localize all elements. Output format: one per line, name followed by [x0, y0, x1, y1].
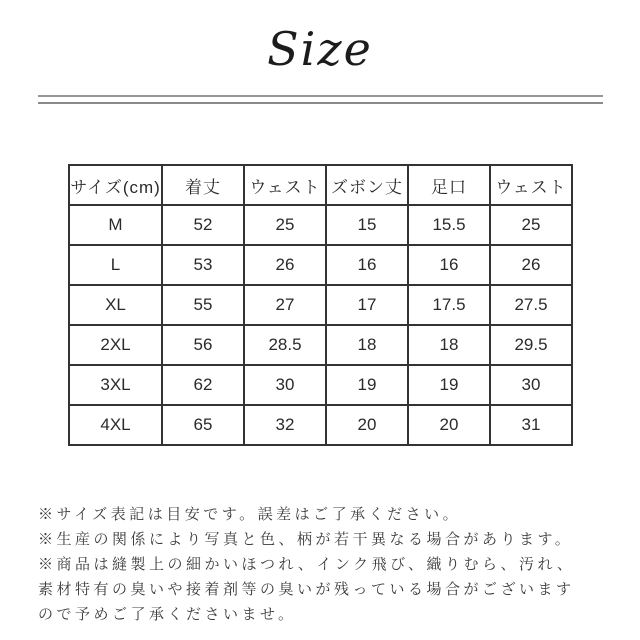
disclaimer-notes	[38, 502, 610, 627]
cell-value: 27	[244, 285, 326, 325]
table-row	[69, 205, 572, 245]
page-title: Size	[267, 22, 373, 76]
cell-value: 32	[244, 405, 326, 445]
cell-value: 20	[408, 405, 490, 445]
size-label: 4XL	[69, 405, 162, 445]
cell-value: 29.5	[490, 325, 572, 365]
table-row	[69, 325, 572, 365]
table-row	[69, 365, 572, 405]
cell-value: 17	[326, 285, 408, 325]
size-label: XL	[69, 285, 162, 325]
cell-value: 26	[490, 245, 572, 285]
cell-value: 52	[162, 205, 244, 245]
cell-value: 17.5	[408, 285, 490, 325]
cell-value: 16	[408, 245, 490, 285]
cell-value: 31	[490, 405, 572, 445]
note-line: 素材特有の臭いや接着剤等の臭いが残っている場合がございます	[38, 581, 575, 598]
cell-value: 53	[162, 245, 244, 285]
divider-line-bottom	[38, 102, 603, 104]
cell-value: 62	[162, 365, 244, 405]
cell-value: 30	[490, 365, 572, 405]
cell-value: 27.5	[490, 285, 572, 325]
cell-value: 15	[326, 205, 408, 245]
column-header-size: サイズ(cm)	[69, 165, 162, 205]
cell-value: 56	[162, 325, 244, 365]
note-line: ※生産の関係により写真と色、柄が若干異なる場合があります。	[38, 531, 574, 548]
cell-value: 65	[162, 405, 244, 445]
cell-value: 25	[244, 205, 326, 245]
column-header-length: 着丈	[162, 165, 244, 205]
cell-value: 28.5	[244, 325, 326, 365]
size-label: L	[69, 245, 162, 285]
cell-value: 26	[244, 245, 326, 285]
cell-value: 25	[490, 205, 572, 245]
cell-value: 15.5	[408, 205, 490, 245]
cell-value: 19	[326, 365, 408, 405]
note-line: ※商品は縫製上の細かいほつれ、インク飛び、織りむら、汚れ、	[38, 556, 576, 573]
column-header-pants-length: ズボン丈	[326, 165, 408, 205]
divider-line-top	[38, 95, 603, 97]
cell-value: 16	[326, 245, 408, 285]
size-label: M	[69, 205, 162, 245]
double-divider	[38, 95, 603, 104]
cell-value: 18	[326, 325, 408, 365]
note-line: ので予めご了承くださいませ。	[38, 606, 297, 623]
cell-value: 19	[408, 365, 490, 405]
table-header-row	[69, 165, 572, 205]
table-row	[69, 245, 572, 285]
cell-value: 30	[244, 365, 326, 405]
size-label: 3XL	[69, 365, 162, 405]
column-header-waist2: ウェスト	[490, 165, 572, 205]
table-row	[69, 405, 572, 445]
size-table	[68, 164, 573, 446]
cell-value: 20	[326, 405, 408, 445]
cell-value: 18	[408, 325, 490, 365]
column-header-waist: ウェスト	[244, 165, 326, 205]
table-row	[69, 285, 572, 325]
note-line: ※サイズ表記は目安です。誤差はご了承ください。	[38, 506, 462, 523]
size-label: 2XL	[69, 325, 162, 365]
cell-value: 55	[162, 285, 244, 325]
column-header-leg-opening: 足口	[408, 165, 490, 205]
